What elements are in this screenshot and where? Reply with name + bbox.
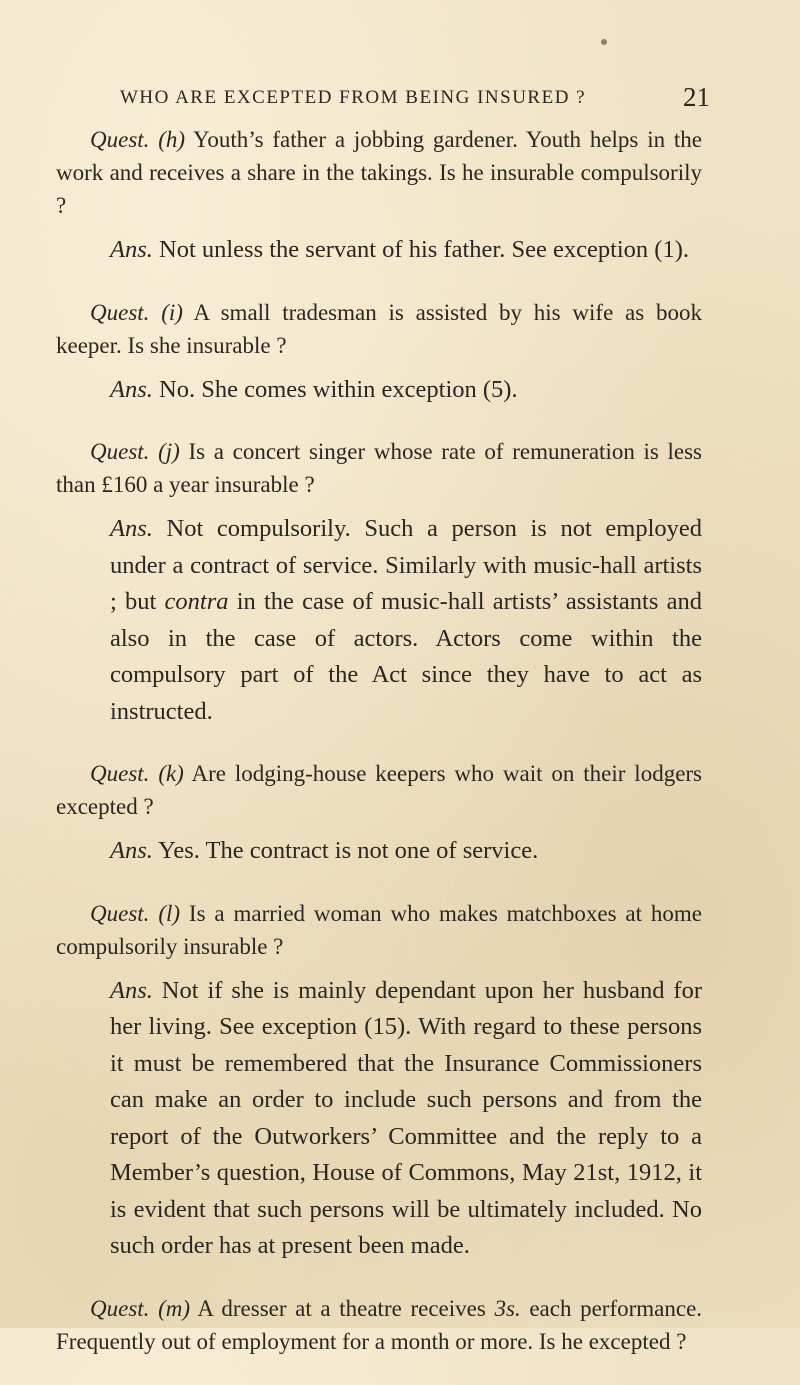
answer-label: Ans.: [110, 976, 153, 1004]
question-m: [56, 1292, 702, 1358]
question-k: [56, 757, 702, 823]
running-head: WHO ARE EXCEPTED FROM BEING INSURED ?: [120, 87, 587, 108]
page-body: [56, 123, 702, 1385]
question-text-part2: each performance. Frequently out of employment for a month or more. Is he excepted ?: [56, 1295, 703, 1354]
answer-text: Yes. The contract is not one of service.: [158, 837, 539, 864]
question-text: Is a married woman who makes matchboxes at home compulsorily insurable ?: [56, 900, 702, 959]
question-index: (l): [158, 900, 181, 926]
answer-label: Ans.: [110, 236, 153, 263]
answer-label: Ans.: [110, 515, 153, 542]
question-text-part1: A dresser at a theatre receives: [197, 1295, 486, 1321]
question-index: (j): [158, 439, 180, 464]
answer-h: [110, 232, 702, 269]
page-header: [120, 82, 710, 119]
question-text: Are lodging-house keepers who wait on their lodgers excepted ?: [56, 761, 703, 819]
quest-label: Quest.: [90, 127, 150, 152]
question-text: Is a concert singer whose rate of remuneration is less than £160 a year insurable ?: [56, 439, 703, 497]
answer-j: [110, 511, 702, 730]
question-j: [56, 435, 702, 501]
quest-label: Quest.: [90, 1295, 150, 1321]
answer-l: [110, 973, 702, 1265]
qa-block-m: [56, 1292, 702, 1358]
qa-block-h: [56, 123, 702, 269]
answer-text: No. She comes within exception (5).: [159, 375, 518, 403]
answer-label: Ans.: [110, 837, 153, 864]
question-index: (k): [158, 761, 184, 786]
page-number: 21: [683, 82, 710, 112]
question-l: [56, 897, 702, 963]
question-italic-amount: 3s.: [494, 1295, 521, 1321]
answer-k: [110, 833, 702, 870]
quest-label: Quest.: [90, 299, 150, 325]
quest-label: Quest.: [90, 439, 150, 464]
qa-block-j: [56, 435, 702, 730]
quest-label: Quest.: [90, 900, 150, 926]
answer-text-part2: in the case of music-hall artists’ assistants and also in the case of actors. Actors come within the compulsory part of the Act since they have to act as instructed.: [110, 588, 702, 725]
answer-label: Ans.: [110, 375, 153, 403]
question-index: (h): [158, 127, 186, 152]
qa-block-i: [56, 296, 702, 409]
answer-i: [110, 372, 702, 409]
question-index: (i): [161, 299, 183, 325]
qa-block-l: [56, 897, 702, 1265]
question-h: [56, 123, 702, 222]
quest-label: Quest.: [90, 761, 150, 786]
question-i: [56, 296, 702, 362]
answer-italic-term: contra: [164, 588, 229, 615]
answer-text: Not unless the servant of his father. See exception (1).: [159, 236, 690, 263]
answer-text-part1: Not compulsorily. Such a person is not employed under a contract of service. Similarly with music-hall artists ; but: [110, 515, 703, 615]
question-text: A small tradesman is assisted by his wife as book keeper. Is she insurable ?: [56, 299, 703, 358]
qa-block-k: [56, 757, 702, 870]
ink-dot-ornament: [601, 39, 607, 45]
answer-text: Not if she is mainly dependant upon her husband for her living. See exception (15). With regard to these persons it must be remembered that the Insurance Commissioners can make an order to include such persons and from the report of the Outworkers’ Committee and the reply to a Member’s question, House of Commons, May 21st, 1912, it is evident that such persons will be ultimately included. No such order has at present been made.: [110, 976, 703, 1259]
question-index: (m): [158, 1295, 191, 1321]
question-text: Youth’s father a jobbing gardener. Youth helps in the work and receives a share in the takings. Is he insurable compulsorily ?: [56, 127, 702, 218]
